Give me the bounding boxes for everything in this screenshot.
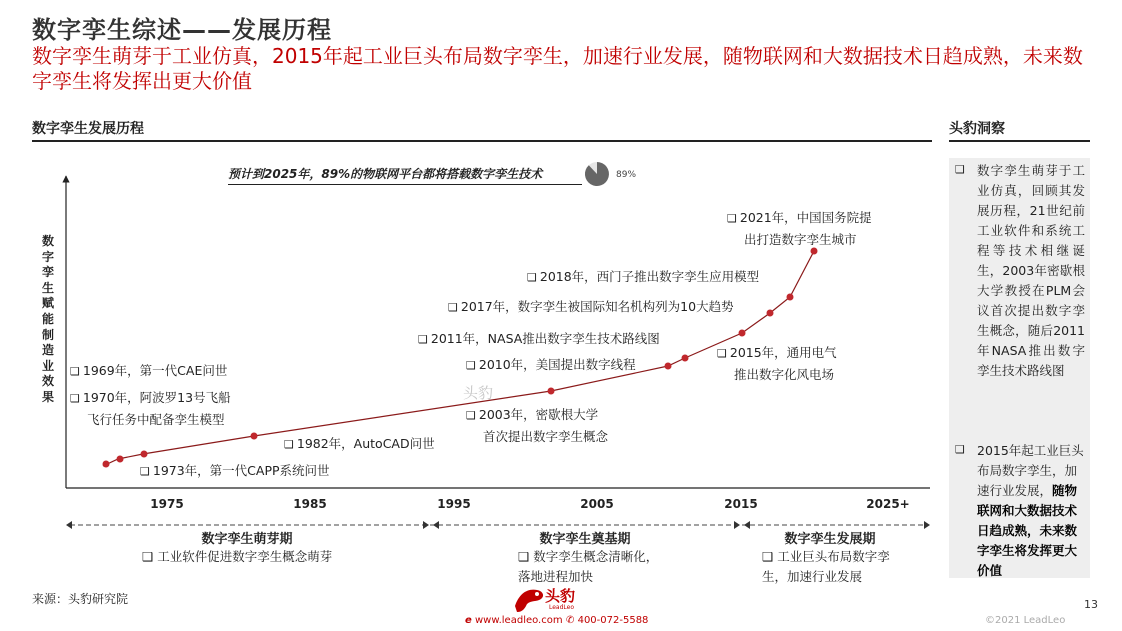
phase-3-desc: ❑ 工业巨头布局数字孪生，加速行业发展 <box>762 549 890 584</box>
checkbox-bullet-icon: ❑ <box>955 163 965 176</box>
phase-arrow-right-1 <box>423 521 429 529</box>
marker-1973 <box>141 451 148 458</box>
logo-text: 头豹 <box>545 587 576 605</box>
insight-panel <box>949 158 1090 578</box>
event-2010: ❑ 2010年，美国提出数字线程 <box>466 357 636 372</box>
checkbox-bullet-icon: ❑ <box>70 392 80 405</box>
event-1973: ❑ 1973年，第一代CAPP系统问世 <box>140 463 330 478</box>
checkbox-bullet-icon: ❑ <box>142 549 158 564</box>
phase-1-name: 数字孪生萌芽期 <box>201 532 293 547</box>
event-1982: ❑ 1982年，AutoCAD问世 <box>284 436 435 451</box>
checkbox-bullet-icon: ❑ <box>518 549 534 564</box>
forecast-percent-label: 89% <box>616 170 637 180</box>
insight-item-1: 数字孪生萌芽于工业仿真，回顾其发展历程，21世纪前工业软件和系统工程等技术相继诞生，2003年密歇根大学教授在PLM会议首次提出数字孪生概念，随后2011年NASA推出数字孪生技术路线图 <box>977 163 1085 378</box>
event-2017: ❑ 2017年，数字孪生被国际知名机构列为10大趋势 <box>448 299 734 314</box>
checkbox-bullet-icon: ❑ <box>717 347 727 360</box>
marker-2003 <box>548 388 555 395</box>
timeline-section-title: 数字孪生发展历程 <box>32 121 144 137</box>
page-number: 13 <box>1084 598 1098 611</box>
phone-number: ✆ 400-072-5588 <box>566 615 649 626</box>
marker-2018 <box>787 294 794 301</box>
phase-arrow-right-2 <box>734 521 740 529</box>
checkbox-bullet-icon: ❑ <box>448 301 458 314</box>
x-tick-2025plus: 2025+ <box>866 497 910 511</box>
watermark: 头豹 <box>463 384 494 402</box>
forecast-text: 预计到2025年，89%的物联网平台都将搭载数字孪生技术 <box>228 167 543 181</box>
event-2015: ❑ 2015年，通用电气 推出数字化风电场 <box>717 345 837 382</box>
e-web-icon: e <box>465 615 472 626</box>
x-tick-1975: 1975 <box>150 497 184 511</box>
event-1969: ❑ 1969年，第一代CAE问世 <box>70 363 228 378</box>
insight-item-2: 2015年起工业巨头布局数字孪生，加速行业发展，随物联网和大数据技术日趋成熟，未来数字孪生将发挥更大价值 <box>977 443 1084 578</box>
page-title: 数字孪生综述——发展历程 <box>32 16 332 44</box>
checkbox-bullet-icon: ❑ <box>762 549 778 564</box>
checkbox-bullet-icon: ❑ <box>955 443 965 456</box>
event-2018: ❑ 2018年，西门子推出数字孪生应用模型 <box>527 269 760 284</box>
phase-2-desc: ❑ 数字孪生概念清晰化，落地进程加快 <box>518 549 659 584</box>
phase-1-desc: ❑ 工业软件促进数字孪生概念萌芽 <box>142 549 333 564</box>
marker-2017 <box>767 310 774 317</box>
x-tick-1985: 1985 <box>293 497 327 511</box>
forecast-underline <box>228 184 582 185</box>
website-link[interactable]: e www.leadleo.com <box>465 615 563 626</box>
checkbox-bullet-icon: ❑ <box>418 333 428 346</box>
phase-arrow-left-start <box>66 521 72 529</box>
checkbox-bullet-icon: ❑ <box>284 438 294 451</box>
x-tick-2015: 2015 <box>724 497 758 511</box>
marker-2015 <box>739 330 746 337</box>
checkbox-bullet-icon: ❑ <box>70 365 80 378</box>
checkbox-bullet-icon: ❑ <box>140 465 150 478</box>
marker-1969 <box>103 461 110 468</box>
checkbox-bullet-icon: ❑ <box>527 271 537 284</box>
event-2021: ❑ 2021年，中国国务院提 出打造数字孪生城市 <box>727 210 872 247</box>
copyright: ©2021 LeadLeo <box>985 615 1066 626</box>
event-2003: ❑ 2003年，密歇根大学 首次提出数字孪生概念 <box>466 407 609 444</box>
marker-2011 <box>682 355 689 362</box>
marker-1970 <box>117 456 124 463</box>
event-2011: ❑ 2011年，NASA推出数字孪生技术路线图 <box>418 331 660 346</box>
phase-arrow-left-3 <box>744 521 750 529</box>
insight-section-title: 头豹洞察 <box>949 121 1005 137</box>
phase-3-name: 数字孪生发展期 <box>784 532 876 547</box>
phone-icon: ✆ <box>566 615 575 626</box>
x-tick-2005: 2005 <box>580 497 614 511</box>
forecast-pie <box>585 162 609 186</box>
source-note: 来源：头豹研究院 <box>32 592 129 606</box>
checkbox-bullet-icon: ❑ <box>727 212 737 225</box>
phase-2-name: 数字孪生奠基期 <box>539 532 631 547</box>
x-tick-1995: 1995 <box>437 497 471 511</box>
marker-1982 <box>251 433 258 440</box>
checkbox-bullet-icon: ❑ <box>466 359 476 372</box>
phase-arrow-left-2 <box>433 521 439 529</box>
leopard-logo-icon <box>513 584 547 614</box>
checkbox-bullet-icon: ❑ <box>466 409 476 422</box>
logo-subtext: LeadLeo <box>549 604 575 611</box>
y-axis-label: 数字孪生赋能制造业效果 <box>41 234 54 404</box>
marker-2010 <box>665 363 672 370</box>
page-subtitle: 数字孪生萌芽于工业仿真，2015年起工业巨头布局数字孪生，加速行业发展，随物联网和大数据技术日趋成熟，未来数字孪生将发挥出更大价值 <box>32 44 1083 93</box>
phase-arrow-right-end <box>924 521 930 529</box>
event-1970: ❑ 1970年，阿波罗13号飞船 飞行任务中配备孪生模型 <box>70 390 231 427</box>
